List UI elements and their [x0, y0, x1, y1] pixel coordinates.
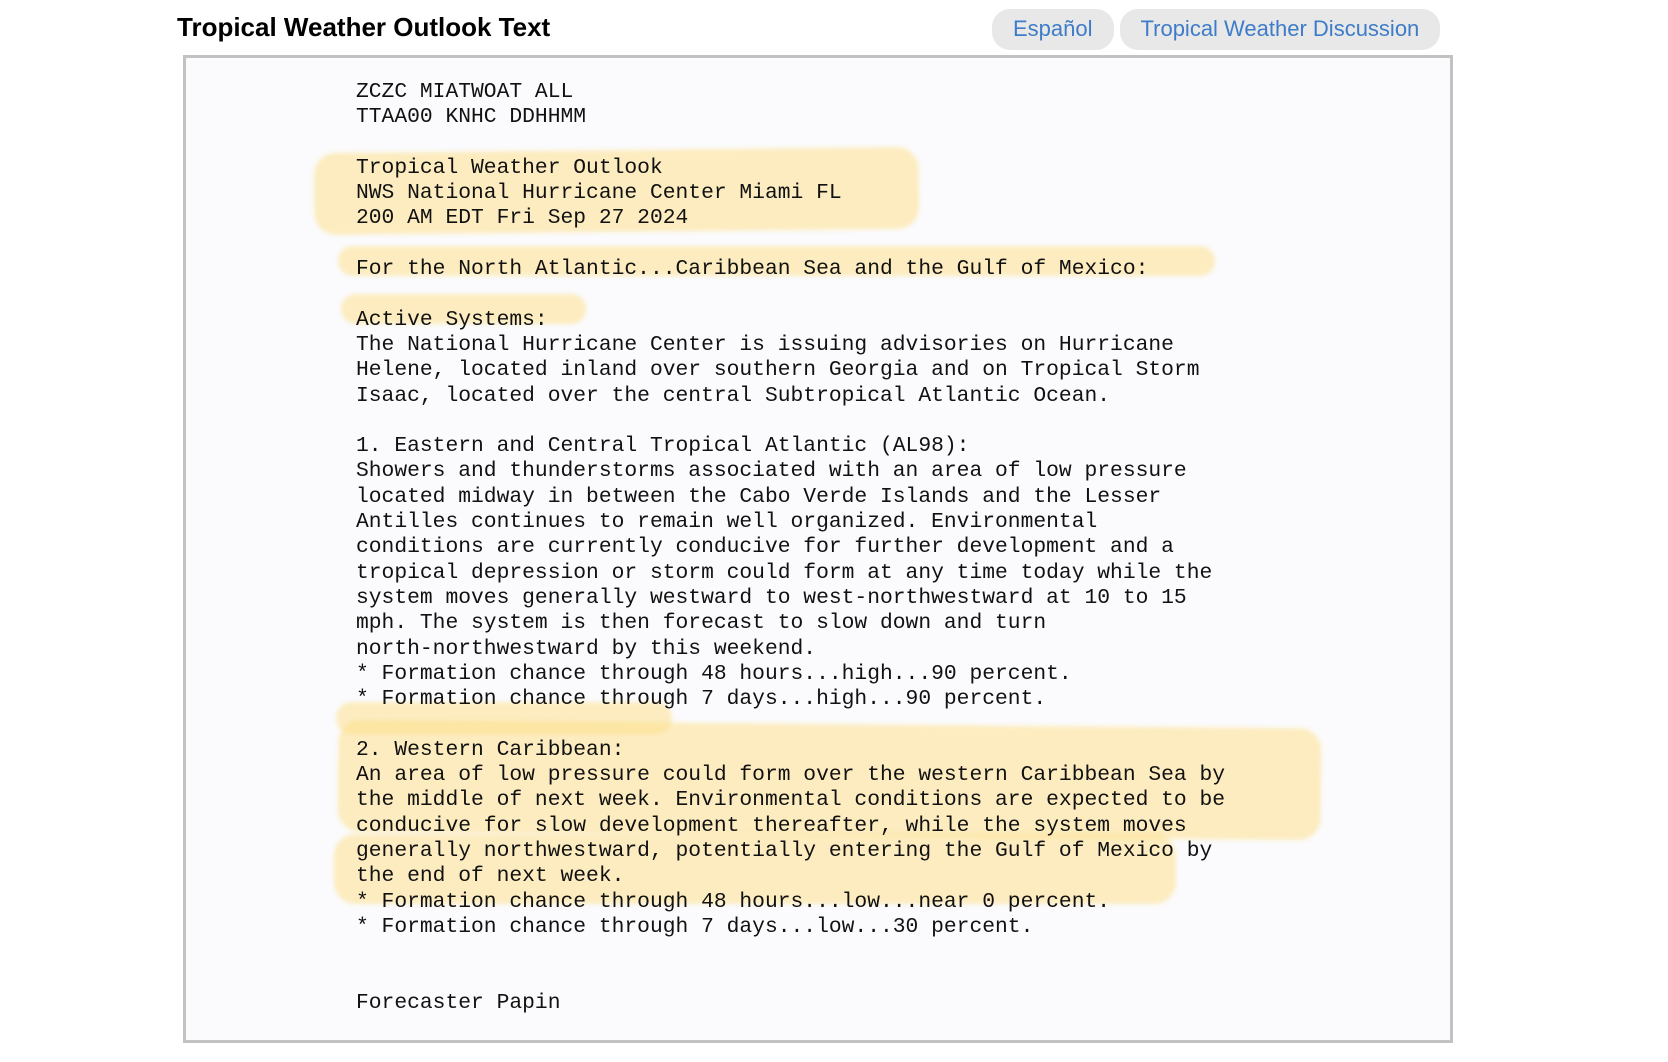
product-line: conditions are currently conducive for further development and a — [356, 535, 1174, 560]
product-line — [356, 712, 1225, 737]
product-line — [356, 409, 1225, 434]
product-line: Tropical Weather Outlook — [356, 155, 663, 180]
product-line — [356, 965, 1225, 990]
product-line: Helene, located inland over southern Georgia and on Tropical Storm — [356, 358, 1200, 383]
product-line: An area of low pressure could form over the western Caribbean Sea by — [356, 763, 1226, 788]
header-links — [992, 9, 1440, 50]
product-line: system moves generally westward to west-northwestward at 10 to 15 — [356, 585, 1187, 610]
product-line: Antilles continues to remain well organized. Environmental — [356, 510, 1098, 535]
product-line — [356, 131, 1225, 156]
product-text — [356, 80, 1225, 1016]
product-line — [356, 940, 1225, 965]
product-line — [356, 232, 1225, 257]
product-line: NWS National Hurricane Center Miami FL — [356, 181, 842, 206]
product-line: generally northwestward, potentially entering the Gulf of Mexico by — [356, 838, 1213, 863]
product-line: For the North Atlantic...Caribbean Sea and the Gulf of Mexico: — [356, 257, 1149, 282]
product-line: 200 AM EDT Fri Sep 27 2024 — [356, 206, 689, 231]
product-line: located midway in between the Cabo Verde Islands and the Lesser — [356, 484, 1162, 509]
product-line: * Formation chance through 7 days...low...30 percent. — [356, 914, 1034, 939]
product-line: the end of next week. — [356, 864, 625, 889]
product-line: 2. Western Caribbean: — [356, 737, 625, 762]
product-line: tropical depression or storm could form at any time today while the — [356, 560, 1213, 585]
product-line: Showers and thunderstorms associated with an area of low pressure — [356, 459, 1187, 484]
product-line: conducive for slow development thereafter, while the system moves — [356, 813, 1187, 838]
tropical-weather-discussion-link[interactable]: Tropical Weather Discussion — [1120, 9, 1441, 50]
product-line: 1. Eastern and Central Tropical Atlantic (AL98): — [356, 434, 970, 459]
outlook-text-box — [183, 55, 1453, 1043]
product-line: Active Systems: — [356, 307, 548, 332]
product-line: The National Hurricane Center is issuing advisories on Hurricane — [356, 332, 1174, 357]
product-line: the middle of next week. Environmental conditions are expected to be — [356, 788, 1226, 813]
page-title: Tropical Weather Outlook Text — [177, 12, 551, 42]
product-line: ZCZC MIATWOAT ALL — [356, 80, 574, 104]
espanol-link[interactable]: Español — [992, 9, 1114, 50]
product-line: * Formation chance through 7 days...high...90 percent. — [356, 687, 1047, 712]
product-line: Forecaster Papin — [356, 990, 561, 1015]
product-line: mph. The system is then forecast to slow down and turn — [356, 611, 1047, 636]
product-line: TTAA00 KNHC DDHHMM — [356, 105, 587, 130]
product-line — [356, 282, 1225, 307]
product-line: * Formation chance through 48 hours...high...90 percent. — [356, 661, 1072, 686]
product-line: * Formation chance through 48 hours...low...near 0 percent. — [356, 889, 1111, 914]
product-line: north-northwestward by this weekend. — [356, 636, 817, 661]
product-line: Isaac, located over the central Subtropical Atlantic Ocean. — [356, 383, 1111, 408]
